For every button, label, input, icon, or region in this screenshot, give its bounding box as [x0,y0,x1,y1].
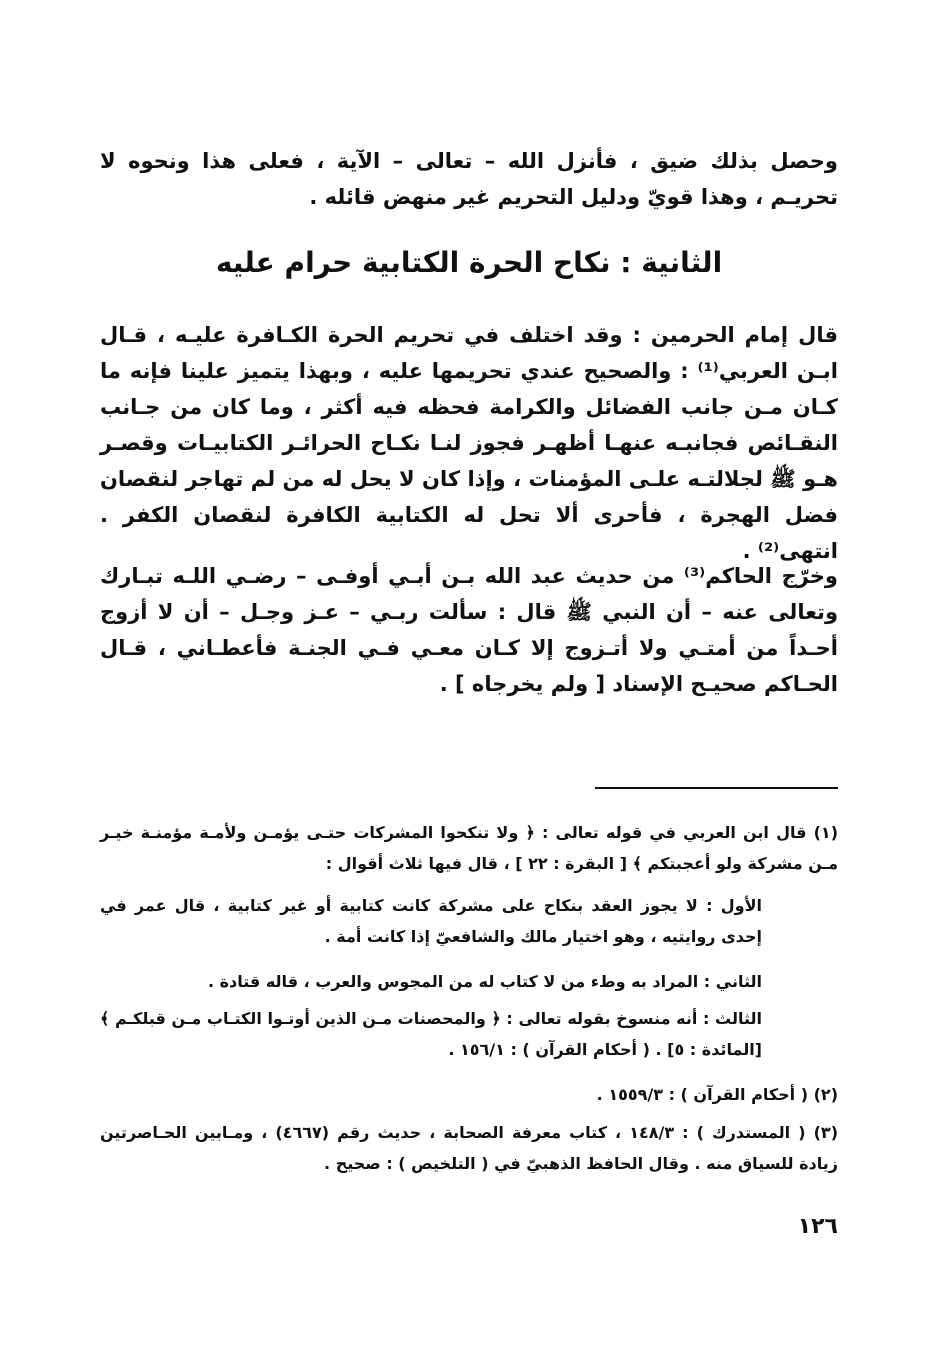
section-heading: الثانية : نكاح الحرة الكتابية حرام عليه [215,246,723,279]
footnote-separator [595,787,838,789]
page-number: ١٢٦ [797,1214,838,1239]
footnote-1-third-opinion: الثالث : أنه منسوخ بقوله تعالى : ﴿ والمحصنات مـن الذين أوتـوا الكتـاب مـن قبلكـم ﴾ [المائدة : ٥] . ( أحكام القرآن ) : ١٥٦/١ . [100,1009,762,1059]
footnote-3: (٣) ( المستدرك ) : ١٤٨/٣ ، كتاب معرفة الصحابة ، حديث رقم (٤٦٦٧) ، ومـابين الحـاصرتين زيادة للسياق منه . وقال الحافظ الذهبيّ في ( التلخيص ) : صحيح . [100,1123,838,1173]
footnote-1: (١) قال ابن العربي في قوله تعالى : ﴿ ولا تنكحوا المشركات حتـى يؤمـن ولأمـة مؤمنـة خيـر مـن مشركة ولو أعجبتكم ﴾ [ البقرة : ٢٢ ] ، قال فيها ثلاث أقوال : [100,823,838,873]
footnote-1-second-opinion: الثاني : المراد به وطء من لا كتاب له من المجوس والعرب ، قاله قتادة . [207,972,762,991]
paragraph-continuation: وحصل بذلك ضيق ، فأنزل الله – تعالى – الآية ، فعلى هذا ونحوه لا تحريـم ، وهذا قويّ ودليل التحريم غير منهض قائله . [100,149,838,209]
paragraph-hakim: وخرّج الحاكم⁽³⁾ من حديث عبد الله بـن أبـي أوفـى – رضـي اللـه تبـارك وتعالى عنه – أن النبي ﷺ قال : سألت ربـي – عـز وجـل – أن لا أزوج أحـداً من أمتـي ولا أتـزوج إلا كـان معـي فـي الجنـة فأعطـاني ، قـال الحـاكم صحيـح الإسناد [ ولم يخرجاه ] . [100,564,838,696]
paragraph-imam-haramayn: قال إمام الحرمين : وقد اختلف في تحريم الحرة الكـافرة عليـه ، قـال ابـن العربي⁽¹⁾ : والصحيح عندي تحريمها عليه ، وبهذا يتميز علينا فإنه ما كـان مـن جانب الفضائل والكرامة فحظه فيه أكثر ، وما كان من جـانب النقـائص فجانبـه عنهـا أظهـر فجوز لنـا نكـاح الحرائـر الكتابيـات وقصـر هـو ﷺ لجلالتـه علـى المؤمنات ، وإذا كان لا يحل له من لم تهاجر لنقصان فضل الهجرة ، فأحرى ألا تحل له الكتابية الكافرة لنقصان الكفر . انتهى⁽²⁾ . [100,323,838,563]
footnote-2: (٢) ( أحكام القرآن ) : ١٥٥٩/٣ . [596,1085,838,1104]
footnote-1-first-opinion: الأول : لا يجوز العقد بنكاح على مشركة كانت كتابية أو غير كتابية ، قال عمر في إحدى روايتيه ، وهو اختيار مالك والشافعيّ إذا كانت أمة . [100,896,762,946]
